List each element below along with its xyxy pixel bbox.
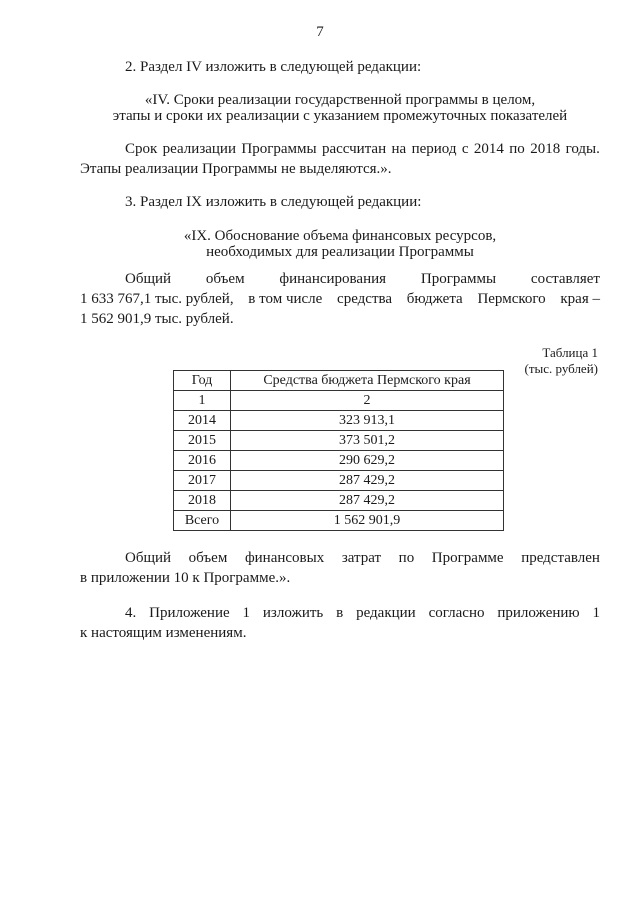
table-row [174, 451, 504, 471]
amount-cell: 323 913,1 [231, 411, 504, 431]
costs-para-line1 [125, 549, 600, 567]
table-header-row [174, 371, 504, 391]
item3-heading: 3. Раздел IX изложить в следующей редакции: [125, 194, 422, 210]
word: Программы [420, 271, 497, 287]
section9-title-line1: «IX. Обоснование объема финансовых ресурсов, [183, 228, 497, 244]
word: период [411, 141, 457, 157]
item4-line1 [125, 604, 600, 622]
total-label-cell: Всего [174, 511, 231, 531]
word: представлен [521, 550, 600, 566]
word: рассчитан [321, 141, 387, 157]
word: 2014 [473, 141, 504, 157]
amount-cell: 287 429,2 [231, 491, 504, 511]
word: изложить [262, 605, 324, 621]
section9-para-line1 [125, 270, 600, 288]
word: края – [560, 291, 600, 307]
year-cell: 2017 [174, 471, 231, 491]
word: годы. [565, 141, 600, 157]
word: Приложение [149, 605, 230, 621]
amount-cell: 287 429,2 [231, 471, 504, 491]
word: в [336, 605, 344, 621]
index-cell: 1 [174, 391, 231, 411]
word: редакции [356, 605, 416, 621]
word: Программы [241, 141, 317, 157]
word: 1 [592, 605, 600, 621]
word: составляет [530, 271, 600, 287]
table-row [174, 431, 504, 451]
word: реализации [162, 141, 236, 157]
word: бюджета [406, 291, 463, 307]
word: финансирования [279, 271, 387, 287]
financing-table [173, 370, 504, 531]
index-cell: 2 [231, 391, 504, 411]
word: объем [205, 271, 245, 287]
section4-title [80, 92, 600, 124]
word: 2018 [530, 141, 561, 157]
costs-para-line2: в приложении 10 к Программе.». [80, 570, 291, 586]
word: затрат [341, 550, 382, 566]
year-cell: 2018 [174, 491, 231, 511]
word: Общий [125, 550, 172, 566]
section4-para-line1 [125, 140, 600, 158]
table-row [174, 471, 504, 491]
item2-heading: 2. Раздел IV изложить в следующей редакции: [125, 59, 422, 75]
word: согласно [428, 605, 485, 621]
word: 4. [125, 605, 137, 621]
table-index-row [174, 391, 504, 411]
word: по [398, 550, 415, 566]
section9-para-line2 [80, 290, 600, 308]
year-cell: 2015 [174, 431, 231, 451]
year-cell: 2016 [174, 451, 231, 471]
word: Срок [125, 141, 158, 157]
word: 1 633 767,1 тыс. рублей, [80, 291, 234, 307]
table-caption-units: (тыс. рублей) [524, 361, 598, 376]
section9-title [80, 228, 600, 260]
word: финансовых [244, 550, 325, 566]
table-caption-title: Таблица 1 [542, 345, 598, 360]
table-row [174, 491, 504, 511]
header-year: Год [174, 371, 231, 391]
amount-cell: 373 501,2 [231, 431, 504, 451]
section4-title-line2: этапы и сроки их реализации с указанием промежуточных показателей [112, 108, 568, 124]
word: приложению [497, 605, 580, 621]
section4-para-line2: Этапы реализации Программы не выделяются.». [80, 161, 392, 177]
word: Программе [431, 550, 504, 566]
section9-para-line3: 1 562 901,9 тыс. рублей. [80, 311, 234, 327]
word: средства [337, 291, 393, 307]
table-total-row [174, 511, 504, 531]
total-amount-cell: 1 562 901,9 [231, 511, 504, 531]
header-budget: Средства бюджета Пермского края [231, 371, 504, 391]
word: Общий [125, 271, 172, 287]
word: 1 [242, 605, 251, 621]
word: в том числе [248, 291, 323, 307]
word: Пермского [477, 291, 546, 307]
table-row [174, 411, 504, 431]
section9-title-line2: необходимых для реализации Программы [206, 244, 474, 260]
section4-title-line1: «IV. Сроки реализации государственной программы в целом, [144, 92, 536, 108]
amount-cell: 290 629,2 [231, 451, 504, 471]
year-cell: 2014 [174, 411, 231, 431]
word: по [509, 141, 525, 157]
page-number: 7 [316, 24, 324, 40]
item4-line2: к настоящим изменениям. [80, 625, 247, 641]
word: на [391, 141, 407, 157]
word: объем [188, 550, 228, 566]
word: с [461, 141, 469, 157]
